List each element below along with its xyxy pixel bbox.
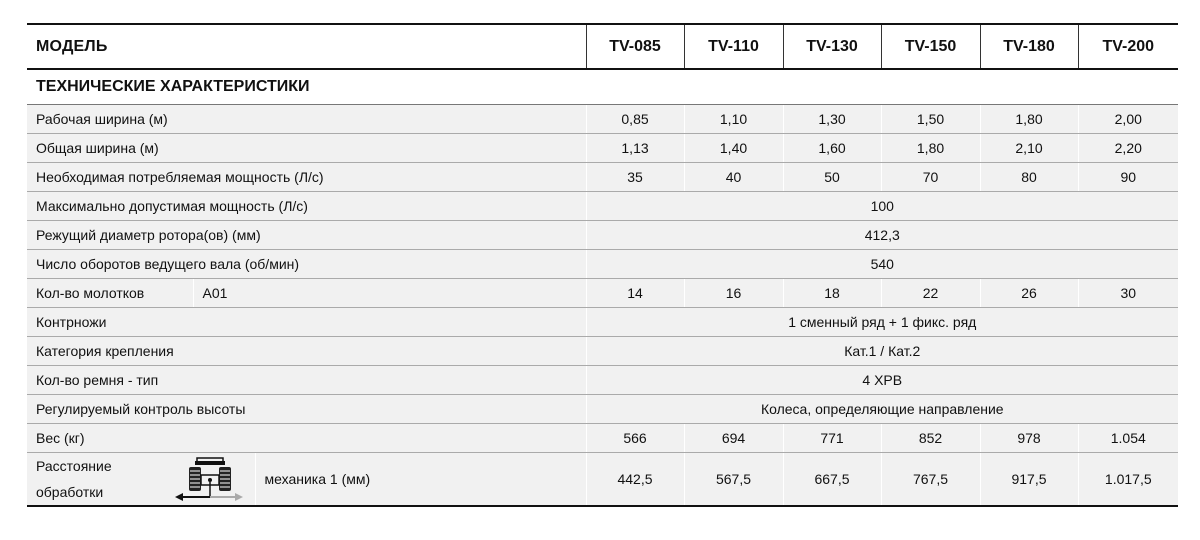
value-cell: 442,5 — [586, 453, 684, 507]
value-cell: 1.017,5 — [1078, 453, 1178, 507]
value-cell: 14 — [586, 279, 684, 308]
value-cell: 90 — [1078, 163, 1178, 192]
value-cell: 1,50 — [881, 105, 980, 134]
value-cell: 771 — [783, 424, 881, 453]
value-cell: 70 — [881, 163, 980, 192]
value-cell: 1 сменный ряд + 1 фикс. ряд — [586, 308, 1178, 337]
label-working-width: Рабочая ширина (м) — [27, 105, 586, 134]
value-cell: 1,13 — [586, 134, 684, 163]
value-cell: 540 — [586, 250, 1178, 279]
row-overall-width — [27, 134, 1178, 163]
value-cell: 50 — [783, 163, 881, 192]
value-cell: 30 — [1078, 279, 1178, 308]
value-cell: Кат.1 / Кат.2 — [586, 337, 1178, 366]
value-cell: 694 — [684, 424, 783, 453]
value-cell: 566 — [586, 424, 684, 453]
sublabel-hammers: A01 — [193, 279, 586, 308]
value-cell: 1,80 — [980, 105, 1078, 134]
value-cell: 26 — [980, 279, 1078, 308]
value-cell: 22 — [881, 279, 980, 308]
section-row — [27, 69, 1178, 105]
value-cell: 978 — [980, 424, 1078, 453]
tractor-offset-icon — [175, 455, 245, 503]
label-required-power: Необходимая потребляемая мощность (Л/с) — [27, 163, 586, 192]
model-tv-085: TV-085 — [586, 24, 684, 69]
row-hammers — [27, 279, 1178, 308]
value-cell: 1,30 — [783, 105, 881, 134]
label-weight: Вес (кг) — [27, 424, 586, 453]
label-offset-line2: обработки — [36, 484, 104, 500]
value-cell: 2,10 — [980, 134, 1078, 163]
value-cell: 16 — [684, 279, 783, 308]
value-cell: 2,00 — [1078, 105, 1178, 134]
value-cell: 1,80 — [881, 134, 980, 163]
label-max-power: Максимально допустимая мощность (Л/с) — [27, 192, 586, 221]
value-cell: 35 — [586, 163, 684, 192]
row-hitch — [27, 337, 1178, 366]
label-hammers: Кол-во молотков — [27, 279, 193, 308]
label-shaft-rpm: Число оборотов ведущего вала (об/мин) — [27, 250, 586, 279]
model-tv-110: TV-110 — [684, 24, 783, 69]
value-cell: 667,5 — [783, 453, 881, 507]
row-required-power — [27, 163, 1178, 192]
value-cell: 4 XPB — [586, 366, 1178, 395]
label-rotor-diameter: Режущий диаметр ротора(ов) (мм) — [27, 221, 586, 250]
model-tv-130: TV-130 — [783, 24, 881, 69]
label-overall-width: Общая ширина (м) — [27, 134, 586, 163]
label-counter-knives: Контрножи — [27, 308, 586, 337]
label-offset — [27, 453, 255, 507]
value-cell: 2,20 — [1078, 134, 1178, 163]
section-title: ТЕХНИЧЕСКИЕ ХАРАКТЕРИСТИКИ — [27, 69, 1178, 105]
value-cell: 917,5 — [980, 453, 1078, 507]
model-tv-150: TV-150 — [881, 24, 980, 69]
value-cell: 18 — [783, 279, 881, 308]
label-hitch: Категория крепления — [27, 337, 586, 366]
value-cell: 100 — [586, 192, 1178, 221]
row-weight — [27, 424, 1178, 453]
row-max-power — [27, 192, 1178, 221]
model-tv-200: TV-200 — [1078, 24, 1178, 69]
value-cell: 412,3 — [586, 221, 1178, 250]
label-height-control: Регулируемый контроль высоты — [27, 395, 586, 424]
value-cell: Колеса, определяющие направление — [586, 395, 1178, 424]
label-belts: Кол-во ремня - тип — [27, 366, 586, 395]
value-cell: 1,40 — [684, 134, 783, 163]
value-cell: 40 — [684, 163, 783, 192]
row-height-control — [27, 395, 1178, 424]
value-cell: 567,5 — [684, 453, 783, 507]
row-working-width — [27, 105, 1178, 134]
header-row — [27, 24, 1178, 69]
row-shaft-rpm — [27, 250, 1178, 279]
spec-table — [27, 23, 1178, 507]
value-cell: 80 — [980, 163, 1078, 192]
row-belts — [27, 366, 1178, 395]
model-header: МОДЕЛЬ — [27, 24, 586, 69]
value-cell: 1,10 — [684, 105, 783, 134]
model-tv-180: TV-180 — [980, 24, 1078, 69]
value-cell: 767,5 — [881, 453, 980, 507]
row-counter-knives — [27, 308, 1178, 337]
value-cell: 1.054 — [1078, 424, 1178, 453]
sublabel-offset: механика 1 (мм) — [255, 453, 586, 507]
value-cell: 0,85 — [586, 105, 684, 134]
value-cell: 852 — [881, 424, 980, 453]
label-offset-line1: Расстояние — [36, 458, 112, 474]
row-rotor-diameter — [27, 221, 1178, 250]
value-cell: 1,60 — [783, 134, 881, 163]
row-offset — [27, 453, 1178, 507]
